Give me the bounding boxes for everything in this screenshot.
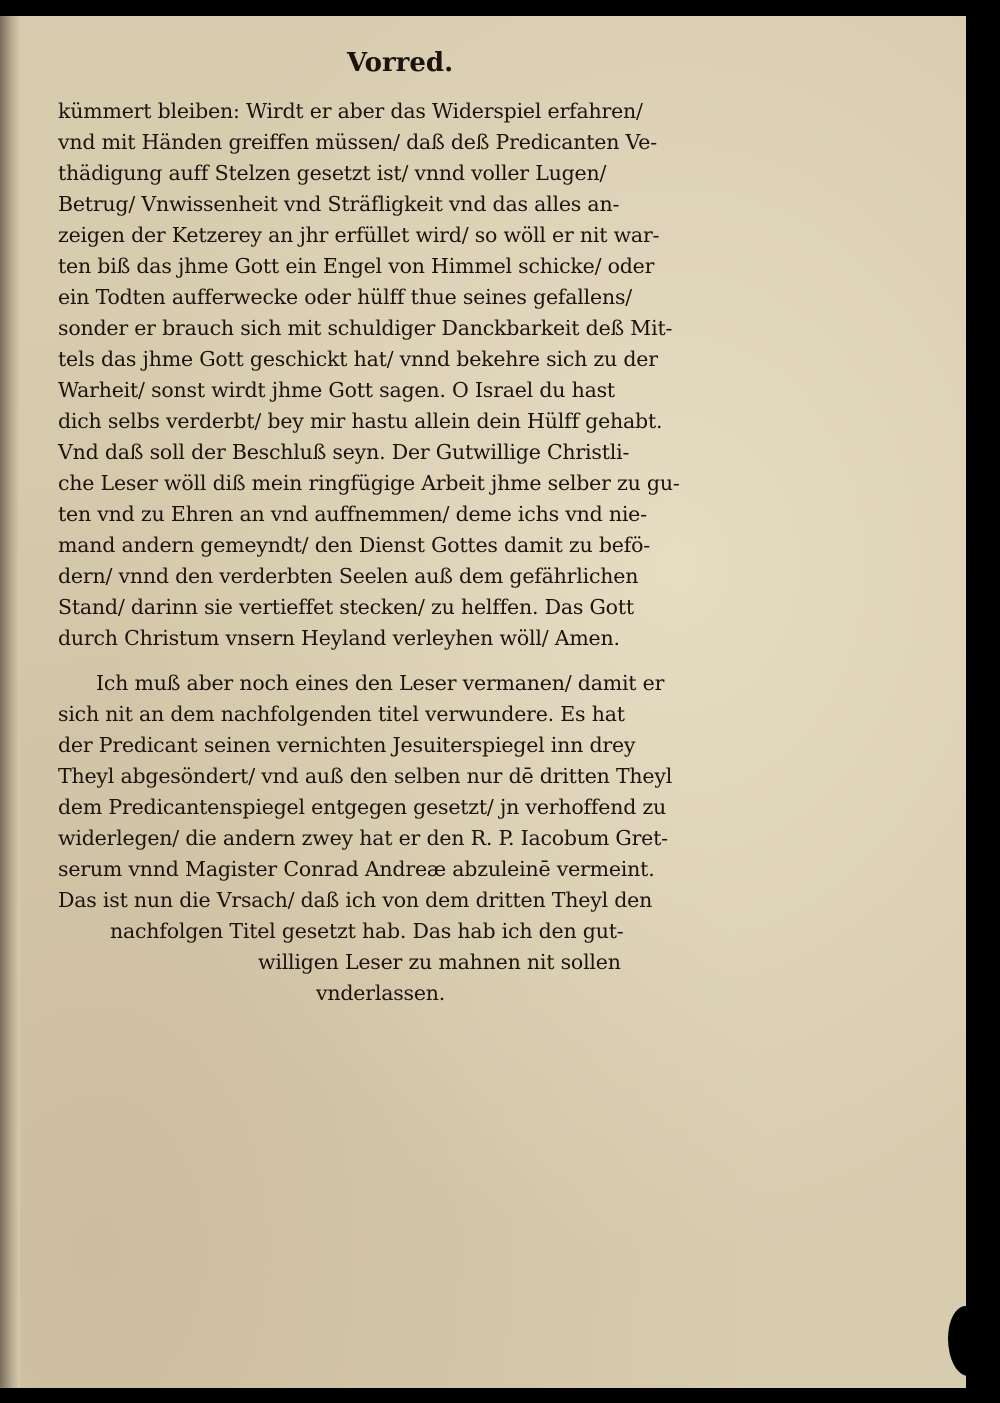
text-line: sonder er brauch sich mit schuldiger Danckbarkeit deß Mit- <box>58 316 673 340</box>
body-text <box>58 96 748 1009</box>
text-line: thädigung auff Stelzen gesetzt ist/ vnnd voller Lugen/ <box>58 161 607 185</box>
text-line: vnd mit Händen greiffen müssen/ daß deß Predicanten Ve- <box>58 130 657 154</box>
text-line: der Predicant seinen vernichten Jesuiterspiegel inn drey <box>58 733 636 757</box>
text-line: zeigen der Ketzerey an jhr erfüllet wird/ so wöll er nit war- <box>58 223 660 247</box>
text-line: kümmert bleiben: Wirdt er aber das Widerspiel erfahren/ <box>58 99 643 123</box>
text-line: Vnd daß soll der Beschluß seyn. Der Gutwillige Christli- <box>58 440 630 464</box>
text-line: Das ist nun die Vrsach/ daß ich von dem dritten Theyl den <box>58 888 653 912</box>
text-line: ein Todten aufferwecke oder hülff thue seines gefallens/ <box>58 285 632 309</box>
paragraph-1 <box>58 96 748 654</box>
text-line: ten vnd zu Ehren an vnd auffnemmen/ deme ichs vnd nie- <box>58 502 647 526</box>
text-line: Stand/ darinn sie vertieffet stecken/ zu helffen. Das Gott <box>58 595 634 619</box>
text-line: dern/ vnnd den verderbten Seelen auß dem gefährlichen <box>58 564 639 588</box>
paragraph-2 <box>58 668 748 1009</box>
text-line: ten biß das jhme Gott ein Engel von Himmel schicke/ oder <box>58 254 655 278</box>
text-line: willigen Leser zu mahnen nit sollen <box>258 950 621 974</box>
running-header: Vorred. <box>346 48 454 78</box>
text-line: dich selbs verderbt/ bey mir hastu allein dein Hülff gehabt. <box>58 409 663 433</box>
text-line: mand andern gemeyndt/ den Dienst Gottes damit zu befö- <box>58 533 650 557</box>
text-line: che Leser wöll diß mein ringfügige Arbeit jhme selber zu gu- <box>58 471 680 495</box>
text-line: Warheit/ sonst wirdt jhme Gott sagen. O Israel du hast <box>58 378 615 402</box>
text-line: nachfolgen Titel gesetzt hab. Das hab ich den gut- <box>110 919 624 943</box>
paper-tear <box>948 1306 986 1376</box>
text-line: widerlegen/ die andern zwey hat er den R. P. Iacobum Gret- <box>58 826 668 850</box>
text-line: Ich muß aber noch eines den Leser vermanen/ damit er <box>96 671 665 695</box>
text-line: durch Christum vnsern Heyland verleyhen wöll/ Amen. <box>58 626 620 650</box>
text-line: Theyl abgesöndert/ vnd auß den selben nur dē dritten Theyl <box>58 764 673 788</box>
text-line: dem Predicantenspiegel entgegen gesetzt/ jn verhoffend zu <box>58 795 667 819</box>
page-gutter-shadow <box>0 16 20 1388</box>
text-line: tels das jhme Gott geschickt hat/ vnnd bekehre sich zu der <box>58 347 658 371</box>
text-line: vnderlassen. <box>316 981 446 1005</box>
text-line: serum vnnd Magister Conrad Andreæ abzuleinē vermeint. <box>58 857 655 881</box>
text-line: sich nit an dem nachfolgenden titel verwundere. Es hat <box>58 702 625 726</box>
text-line: Betrug/ Vnwissenheit vnd Sträfligkeit vnd das alles an- <box>58 192 620 216</box>
